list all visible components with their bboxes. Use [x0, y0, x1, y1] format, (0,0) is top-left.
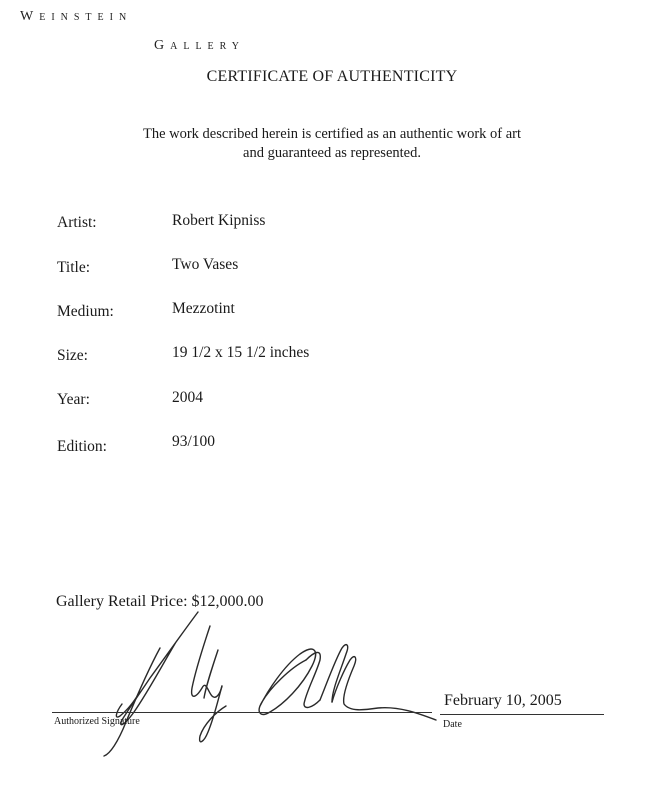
certificate-title: CERTIFICATE OF AUTHENTICITY [206, 68, 458, 85]
artist-label: Artist: [57, 214, 97, 231]
gallery-logo-line1: Weinstein [20, 9, 133, 24]
year-value: 2004 [172, 389, 203, 406]
title-label: Title: [57, 259, 91, 276]
medium-value: Mezzotint [172, 300, 235, 317]
certification-statement-line1: The work described herein is certified as an authentic work of art [142, 126, 522, 142]
date-value: February 10, 2005 [444, 692, 562, 709]
date-caption: Date [443, 719, 462, 730]
gallery-retail-price: Gallery Retail Price: $12,000.00 [56, 593, 264, 610]
size-value: 19 1/2 x 15 1/2 inches [172, 344, 310, 361]
gallery-logo-line2: Gallery [154, 38, 245, 53]
edition-label: Edition: [57, 438, 107, 455]
title-value: Two Vases [172, 256, 239, 273]
edition-value: 93/100 [172, 433, 216, 450]
year-label: Year: [57, 391, 90, 408]
medium-label: Medium: [57, 303, 114, 320]
signature-line [52, 712, 432, 713]
handwritten-signature [100, 608, 440, 758]
certification-statement-line2: and guaranteed as represented. [243, 145, 421, 161]
date-line [440, 714, 604, 715]
size-label: Size: [57, 347, 88, 364]
authorized-signature-caption: Authorized Signature [54, 716, 140, 727]
artist-value: Robert Kipniss [172, 212, 266, 229]
